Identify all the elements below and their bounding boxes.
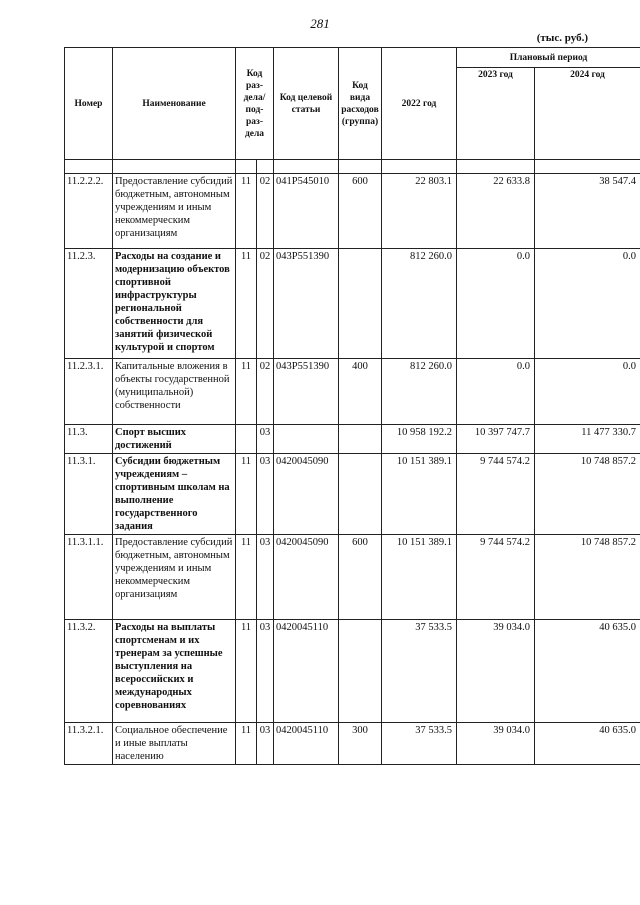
row-target-code — [274, 425, 339, 454]
row-target-code: 041P545010 — [274, 174, 339, 249]
row-expense-code — [339, 620, 382, 723]
row-number: 11.2.3. — [65, 249, 113, 359]
row-expense-code — [339, 425, 382, 454]
row-name: Расходы на создание и модернизацию объектов спортивной инфраструктуры региональной собственности для занятий физической культурой и спортом — [113, 249, 236, 359]
row-subsection: 02 — [257, 174, 274, 249]
row-number: 11.2.2.2. — [65, 174, 113, 249]
row-value-2022: 37 533.5 — [382, 723, 457, 765]
budget-table — [64, 47, 640, 765]
row-value-2024: 0.0 — [535, 359, 640, 425]
row-value-2022: 812 260.0 — [382, 249, 457, 359]
row-subsection: 02 — [257, 249, 274, 359]
row-value-2024: 10 748 857.2 — [535, 454, 640, 535]
table-body — [65, 174, 640, 765]
row-subsection: 03 — [257, 454, 274, 535]
row-value-2023: 0.0 — [457, 249, 535, 359]
row-value-2024: 10 748 857.2 — [535, 535, 640, 620]
row-value-2024: 11 477 330.7 — [535, 425, 640, 454]
row-expense-code — [339, 454, 382, 535]
row-value-2022: 37 533.5 — [382, 620, 457, 723]
row-target-code: 043P551390 — [274, 359, 339, 425]
row-value-2022: 10 151 389.1 — [382, 535, 457, 620]
row-target-code: 043P551390 — [274, 249, 339, 359]
page-number: 281 — [310, 16, 330, 31]
row-value-2024: 40 635.0 — [535, 723, 640, 765]
row-number: 11.3. — [65, 425, 113, 454]
row-value-2024: 40 635.0 — [535, 620, 640, 723]
row-section: 11 — [236, 174, 257, 249]
row-subsection: 03 — [257, 723, 274, 765]
row-value-2022: 10 151 389.1 — [382, 454, 457, 535]
header-target: Код целевой статьи — [274, 48, 339, 160]
row-section: 11 — [236, 249, 257, 359]
header-2023: 2023 год — [457, 68, 535, 160]
row-expense-code — [339, 249, 382, 359]
header-2022: 2022 год — [382, 48, 457, 160]
table-row — [65, 723, 640, 765]
row-value-2023: 10 397 747.7 — [457, 425, 535, 454]
table-row — [65, 454, 640, 535]
row-subsection: 03 — [257, 425, 274, 454]
row-value-2023: 39 034.0 — [457, 620, 535, 723]
row-target-code: 0420045090 — [274, 535, 339, 620]
row-number: 11.3.1.1. — [65, 535, 113, 620]
header-name: Наименование — [113, 48, 236, 160]
table-row — [65, 620, 640, 723]
row-value-2023: 9 744 574.2 — [457, 454, 535, 535]
row-value-2023: 39 034.0 — [457, 723, 535, 765]
row-name: Капитальные вложения в объекты государственной (муниципальной) собственности — [113, 359, 236, 425]
row-name: Спорт высших достижений — [113, 425, 236, 454]
row-section: 11 — [236, 723, 257, 765]
row-name: Социальное обеспечение и иные выплаты населению — [113, 723, 236, 765]
table-row — [65, 174, 640, 249]
row-number: 11.3.2. — [65, 620, 113, 723]
row-name: Предоставление субсидий бюджетным, автономным учреждениям и иным некоммерческим организациям — [113, 535, 236, 620]
row-section — [236, 425, 257, 454]
header-spacer — [65, 160, 640, 174]
row-number: 11.3.1. — [65, 454, 113, 535]
row-target-code: 0420045110 — [274, 620, 339, 723]
row-value-2022: 10 958 192.2 — [382, 425, 457, 454]
row-section: 11 — [236, 359, 257, 425]
row-expense-code: 300 — [339, 723, 382, 765]
row-section: 11 — [236, 620, 257, 723]
row-target-code: 0420045110 — [274, 723, 339, 765]
header-section: Код раз-дела/ под-раз-дела — [236, 48, 274, 160]
header-2024: 2024 год — [535, 68, 640, 160]
row-value-2023: 22 633.8 — [457, 174, 535, 249]
row-subsection: 03 — [257, 620, 274, 723]
table-row — [65, 535, 640, 620]
row-value-2024: 38 547.4 — [535, 174, 640, 249]
units-label: (тыс. руб.) — [536, 32, 588, 44]
row-subsection: 03 — [257, 535, 274, 620]
row-name: Предоставление субсидий бюджетным, автономным учреждениям и иным некоммерческим организациям — [113, 174, 236, 249]
header-number: Номер — [65, 48, 113, 160]
header-expense: Код вида расходов (группа) — [339, 48, 382, 160]
table-row — [65, 249, 640, 359]
header-planned: Плановый период — [457, 48, 640, 68]
row-number: 11.2.3.1. — [65, 359, 113, 425]
row-section: 11 — [236, 535, 257, 620]
row-expense-code: 600 — [339, 535, 382, 620]
row-section: 11 — [236, 454, 257, 535]
row-value-2023: 9 744 574.2 — [457, 535, 535, 620]
row-value-2023: 0.0 — [457, 359, 535, 425]
row-expense-code: 400 — [339, 359, 382, 425]
row-value-2022: 22 803.1 — [382, 174, 457, 249]
row-name: Субсидии бюджетным учреждениям – спортивным школам на выполнение государственного задания — [113, 454, 236, 535]
row-number: 11.3.2.1. — [65, 723, 113, 765]
table-row — [65, 359, 640, 425]
table-row — [65, 425, 640, 454]
row-subsection: 02 — [257, 359, 274, 425]
row-value-2024: 0.0 — [535, 249, 640, 359]
row-target-code: 0420045090 — [274, 454, 339, 535]
row-name: Расходы на выплаты спортсменам и их тренерам за успешные выступления на всероссийских и международных соревнованиях — [113, 620, 236, 723]
row-value-2022: 812 260.0 — [382, 359, 457, 425]
row-expense-code: 600 — [339, 174, 382, 249]
